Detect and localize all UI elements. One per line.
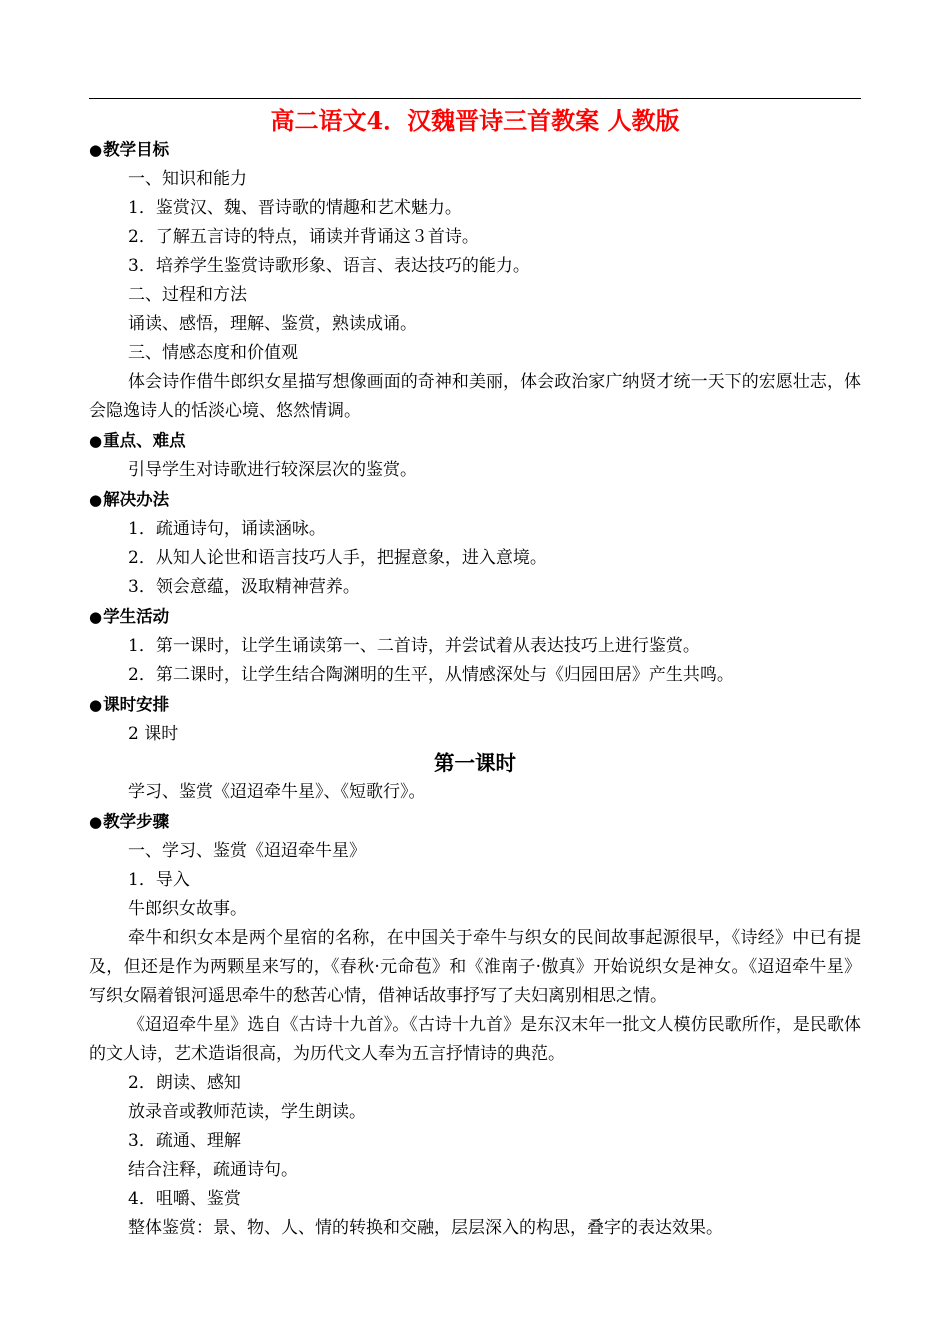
section-heading-schedule: ●课时安排 <box>89 695 170 714</box>
bullet-icon: ● <box>89 141 103 159</box>
document-title: 高二语文4．汉魏晋诗三首教案 人教版 <box>270 106 680 135</box>
bullet-icon: ● <box>89 491 103 509</box>
goals-attitude-paragraph: 体会诗作借牛郎织女星描写想像画面的奇神和美丽，体会政治家广纳贤才统一天下的宏愿壮志，体会隐逸诗人的恬淡心境、悠然情调。 <box>89 372 861 421</box>
goals-item: 3．培养学生鉴赏诗歌形象、语言、表达技巧的能力。 <box>128 256 530 276</box>
bullet-icon: ● <box>89 813 103 831</box>
step-text: 牛郎织女故事。 <box>128 899 247 919</box>
lesson-intro: 学习、鉴赏《迢迢牵牛星》、《短歌行》。 <box>128 782 426 802</box>
goals-subheading-knowledge: 一、知识和能力 <box>128 169 247 189</box>
bullet-icon: ● <box>89 432 103 450</box>
step-text: 放录音或教师范读，学生朗读。 <box>128 1102 366 1122</box>
goals-method-text: 诵读、感悟，理解、鉴赏，熟读成诵。 <box>128 314 417 334</box>
step-title: 2．朗读、感知 <box>128 1073 241 1093</box>
goals-item: 1．鉴赏汉、魏、晋诗歌的情趣和艺术魅力。 <box>128 198 462 218</box>
section-heading-key-points: ●重点、难点 <box>89 431 186 450</box>
step-text: 结合注释，疏通诗句。 <box>128 1160 298 1180</box>
goals-subheading-attitude: 三、情感态度和价值观 <box>128 343 298 363</box>
section-heading-goals: ●教学目标 <box>89 140 170 159</box>
section-heading-steps: ●教学步骤 <box>89 812 170 831</box>
lesson-title: 第一课时 <box>434 751 516 775</box>
step-title: 3．疏通、理解 <box>128 1131 241 1151</box>
solution-item: 3．领会意蕴，汲取精神营养。 <box>128 577 360 597</box>
activity-item: 2．第二课时，让学生结合陶渊明的生平，从情感深处与《归园田居》产生共鸣。 <box>128 665 734 685</box>
document-body <box>89 135 861 1243</box>
step-title: 1．导入 <box>128 870 190 890</box>
header-rule <box>89 98 861 99</box>
bullet-icon: ● <box>89 696 103 714</box>
steps-subheading: 一、学习、鉴赏《迢迢牵牛星》 <box>128 841 366 861</box>
section-heading-solutions: ●解决办法 <box>89 490 170 509</box>
solution-item: 1．疏通诗句，诵读涵咏。 <box>128 519 326 539</box>
step-text: 整体鉴赏：景、物、人、情的转换和交融，层层深入的构思，叠字的表达效果。 <box>128 1218 723 1238</box>
section-heading-activities: ●学生活动 <box>89 607 170 626</box>
activity-item: 1．第一课时，让学生诵读第一、二首诗，并尝试着从表达技巧上进行鉴赏。 <box>128 636 700 656</box>
step-title: 4．咀嚼、鉴赏 <box>128 1189 241 1209</box>
solution-item: 2．从知人论世和语言技巧人手，把握意象，进入意境。 <box>128 548 547 568</box>
step-paragraph: 牵牛和织女本是两个星宿的名称，在中国关于牵牛与织女的民间故事起源很早，《诗经》中已有提及，但还是作为两颗星来写的，《春秋·元命苞》和《淮南子·傲真》开始说织女是神女。《迢迢牵牛星》写织女隔着银河遥思牵牛的愁苦心情，借神话故事抒写了夫妇离别相思之情。 <box>89 928 861 1006</box>
bullet-icon: ● <box>89 608 103 626</box>
step-paragraph: 《迢迢牵牛星》选自《古诗十九首》。《古诗十九首》是东汉末年一批文人模仿民歌所作，是民歌体的文人诗，艺术造诣很高，为历代文人奉为五言抒情诗的典范。 <box>89 1015 861 1064</box>
schedule-text: 2 课时 <box>128 724 179 744</box>
goals-item: 2．了解五言诗的特点，诵读并背诵这３首诗。 <box>128 227 479 247</box>
goals-subheading-process: 二、过程和方法 <box>128 285 247 305</box>
key-points-text: 引导学生对诗歌进行较深层次的鉴赏。 <box>128 460 417 480</box>
